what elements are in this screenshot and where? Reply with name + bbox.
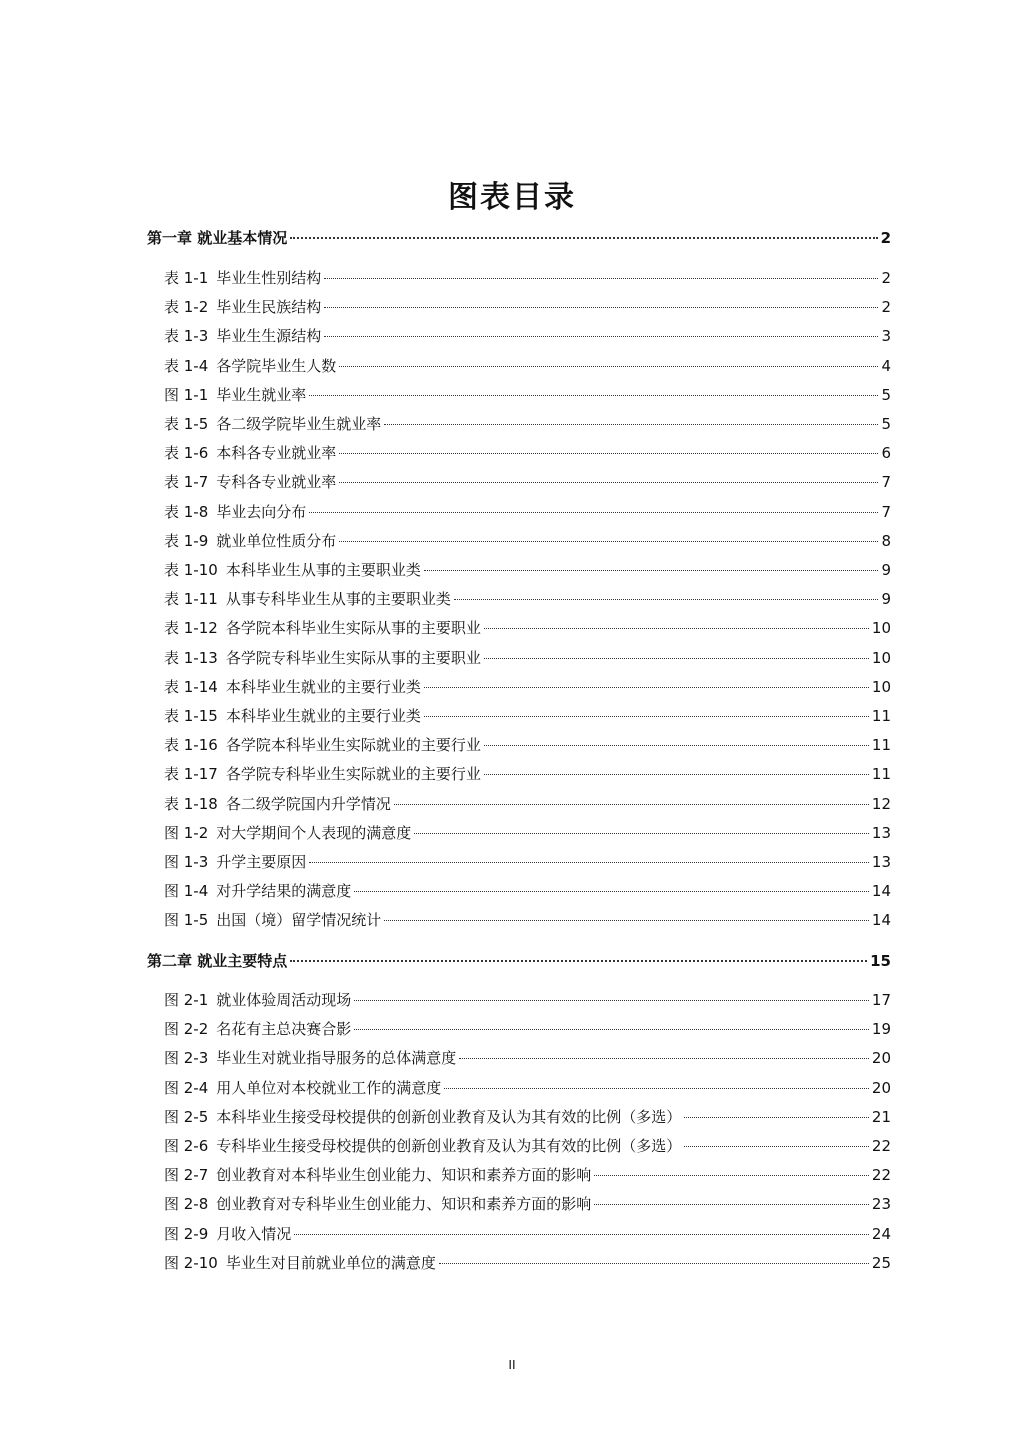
entry-label	[164, 675, 421, 699]
dot-leader	[309, 395, 878, 396]
page-number: 11	[871, 707, 891, 725]
entry-number: 图 2-9	[164, 1224, 209, 1243]
toc-entry[interactable]	[164, 1046, 891, 1070]
toc-entry[interactable]	[164, 762, 891, 786]
dot-leader	[290, 960, 867, 962]
page-number: 14	[871, 882, 891, 901]
entry-number: 图 2-3	[164, 1049, 209, 1068]
page-number: 19	[871, 1020, 891, 1039]
entry-label	[164, 821, 411, 845]
entry-number: 表 1-9	[164, 531, 209, 550]
dot-leader	[594, 1175, 869, 1176]
page-number: 15	[870, 952, 891, 970]
entry-number: 图 2-1	[164, 991, 209, 1009]
entry-number: 表 1-13	[164, 648, 218, 667]
toc-entry[interactable]	[164, 354, 891, 378]
page-footer-number: II	[508, 1357, 516, 1372]
entry-label	[164, 412, 381, 436]
toc-entry[interactable]	[164, 1192, 891, 1216]
toc-entry[interactable]	[164, 1163, 891, 1187]
entry-title: 毕业生对目前就业单位的满意度	[225, 1253, 436, 1272]
dot-leader	[290, 237, 877, 239]
dot-leader	[394, 804, 869, 805]
page-number: 11	[871, 765, 891, 784]
entry-number: 表 1-2	[164, 298, 209, 317]
dot-leader	[339, 453, 878, 454]
toc-entry[interactable]	[164, 441, 891, 465]
page-number: 3	[881, 327, 891, 346]
page-number: 10	[871, 648, 891, 667]
dot-leader	[444, 1088, 869, 1089]
entry-number: 表 1-6	[164, 444, 209, 463]
entry-label	[164, 850, 306, 874]
entry-number: 表 1-3	[164, 327, 209, 346]
page-number: 9	[881, 590, 891, 609]
entry-title: 各学院专科毕业生实际从事的主要职业	[225, 648, 481, 667]
entry-title: 升学主要原因	[216, 853, 307, 871]
entry-label	[164, 558, 421, 582]
toc-entry[interactable]	[164, 558, 891, 582]
entry-label	[164, 733, 481, 757]
entry-title: 对大学期间个人表现的满意度	[216, 823, 412, 842]
dot-leader	[309, 512, 878, 513]
entry-title: 毕业去向分布	[216, 502, 307, 521]
page-number: 25	[871, 1253, 891, 1272]
page-number: 4	[881, 356, 891, 375]
entry-label	[164, 1017, 351, 1041]
toc-entry[interactable]	[164, 646, 891, 670]
page-number: 2	[881, 269, 891, 287]
dot-leader	[484, 628, 869, 629]
toc-entry[interactable]	[164, 988, 891, 1012]
dot-leader	[484, 658, 869, 659]
entry-label	[164, 354, 336, 378]
entry-title: 对升学结果的满意度	[216, 882, 352, 901]
toc-entry[interactable]	[164, 908, 891, 932]
entry-label	[164, 324, 321, 348]
toc-entry[interactable]	[164, 792, 891, 816]
entry-title: 出国（境）留学情况统计	[216, 911, 382, 930]
entry-label	[164, 1134, 681, 1158]
toc-entry[interactable]	[164, 1017, 891, 1041]
entry-title: 本科毕业生就业的主要行业类	[225, 707, 421, 725]
entry-label	[164, 1105, 681, 1129]
page-number: 14	[871, 911, 891, 930]
dot-leader	[414, 833, 869, 834]
entry-number: 图 2-6	[164, 1137, 209, 1155]
page-number: 22	[871, 1137, 891, 1155]
entry-label	[164, 646, 481, 670]
toc-entry[interactable]	[164, 529, 891, 553]
dot-leader	[384, 920, 869, 921]
page-number: 20	[871, 1078, 891, 1097]
page-number: 9	[881, 561, 891, 579]
entry-label	[164, 988, 351, 1012]
toc-entry[interactable]	[164, 470, 891, 494]
toc-entry[interactable]	[164, 1134, 891, 1158]
page-number: 24	[871, 1224, 891, 1243]
entry-label	[164, 587, 451, 611]
entry-number: 表 1-14	[164, 677, 218, 696]
entry-number: 图 1-2	[164, 823, 209, 842]
dot-leader	[424, 570, 878, 571]
entry-title: 本科毕业生就业的主要行业类	[225, 677, 421, 696]
toc-entry[interactable]	[164, 500, 891, 524]
entry-label	[164, 1192, 591, 1216]
toc-entry[interactable]	[164, 879, 891, 903]
entry-title: 各学院本科毕业生实际从事的主要职业	[225, 619, 481, 638]
dot-leader	[454, 599, 878, 600]
dot-leader	[339, 541, 878, 542]
page-number: 2	[880, 229, 891, 247]
toc-entry[interactable]	[164, 704, 891, 728]
page-number: 17	[871, 991, 891, 1009]
page-number: 12	[871, 794, 891, 813]
toc-entry[interactable]	[164, 821, 891, 845]
toc-chapter[interactable]	[147, 226, 891, 250]
entry-number: 图 1-3	[164, 853, 209, 871]
entry-title: 专科毕业生接受母校提供的创新创业教育及认为其有效的比例（多选）	[216, 1137, 682, 1155]
entry-title: 月收入情况	[216, 1224, 292, 1243]
page-number: 22	[871, 1166, 891, 1185]
dot-leader	[384, 424, 878, 425]
entry-number: 表 1-8	[164, 502, 209, 521]
toc-entry[interactable]	[164, 587, 891, 611]
entry-number: 表 1-16	[164, 736, 218, 755]
page-number: 20	[871, 1049, 891, 1068]
dot-leader	[594, 1204, 869, 1205]
entry-title: 各学院本科毕业生实际就业的主要行业	[225, 736, 481, 755]
dot-leader	[484, 745, 869, 746]
entry-label	[164, 879, 351, 903]
entry-number: 表 1-17	[164, 765, 218, 784]
toc-entry[interactable]	[164, 412, 891, 436]
entry-number: 表 1-15	[164, 707, 218, 725]
entry-number: 图 2-7	[164, 1166, 209, 1185]
entry-title: 各学院毕业生人数	[216, 356, 337, 375]
toc-chapter[interactable]	[147, 949, 891, 973]
entry-title: 毕业生对就业指导服务的总体满意度	[216, 1049, 457, 1068]
dot-leader	[459, 1058, 869, 1059]
entry-label	[164, 1163, 591, 1187]
entry-label	[164, 1076, 441, 1100]
entry-label	[164, 1222, 291, 1246]
entry-label	[164, 792, 391, 816]
chapter-title: 第一章 就业基本情况	[147, 229, 288, 247]
page-number: 5	[881, 385, 891, 404]
entry-number: 表 1-18	[164, 794, 218, 813]
dot-leader	[324, 307, 878, 308]
entry-number: 图 2-2	[164, 1020, 209, 1039]
entry-title: 本科毕业生接受母校提供的创新创业教育及认为其有效的比例（多选）	[216, 1107, 682, 1126]
entry-number: 表 1-7	[164, 473, 209, 492]
page-number: 11	[871, 736, 891, 755]
entry-label	[164, 383, 306, 407]
dot-leader	[354, 1029, 869, 1030]
toc-entry[interactable]	[164, 1251, 891, 1275]
page-number: 2	[881, 298, 891, 317]
dot-leader	[339, 366, 878, 367]
entry-number: 图 2-10	[164, 1253, 218, 1272]
entry-number: 图 2-5	[164, 1107, 209, 1126]
page-number: 5	[881, 415, 891, 433]
toc-entry[interactable]	[164, 324, 891, 348]
entry-label	[164, 704, 421, 728]
toc-entry[interactable]	[164, 616, 891, 640]
dot-leader	[484, 774, 869, 775]
entry-title: 各学院专科毕业生实际就业的主要行业	[225, 765, 481, 784]
entry-title: 毕业生民族结构	[216, 298, 322, 317]
entry-label	[164, 266, 321, 290]
page-number: 13	[871, 853, 891, 871]
dot-leader	[354, 891, 869, 892]
entry-title: 就业体验周活动现场	[216, 991, 352, 1009]
dot-leader	[424, 687, 869, 688]
dot-leader	[309, 862, 869, 863]
entry-title: 从事专科毕业生从事的主要职业类	[225, 590, 451, 609]
dot-leader	[324, 278, 878, 279]
entry-label	[164, 762, 481, 786]
page-number: 8	[881, 531, 891, 550]
entry-title: 本科各专业就业率	[216, 444, 337, 463]
entry-label	[164, 1251, 436, 1275]
entry-number: 表 1-11	[164, 590, 218, 609]
page-number: 7	[881, 502, 891, 521]
entry-title: 各二级学院国内升学情况	[225, 794, 391, 813]
entry-title: 本科毕业生从事的主要职业类	[225, 561, 421, 579]
entry-number: 表 1-5	[164, 415, 209, 433]
entry-label	[164, 500, 306, 524]
page-title: 图表目录	[448, 180, 576, 215]
entry-title: 创业教育对本科毕业生创业能力、知识和素养方面的影响	[216, 1166, 592, 1185]
entry-title: 名花有主总决赛合影	[216, 1020, 352, 1039]
entry-title: 就业单位性质分布	[216, 531, 337, 550]
entry-number: 图 1-4	[164, 882, 209, 901]
dot-leader	[424, 716, 869, 717]
toc-entry[interactable]	[164, 733, 891, 757]
entry-number: 表 1-4	[164, 356, 209, 375]
entry-label	[164, 529, 336, 553]
entry-label	[164, 908, 381, 932]
dot-leader	[439, 1263, 869, 1264]
entry-title: 各二级学院毕业生就业率	[216, 415, 382, 433]
entry-number: 表 1-12	[164, 619, 218, 638]
chapter-title: 第二章 就业主要特点	[147, 952, 288, 970]
toc-entry[interactable]	[164, 1222, 891, 1246]
page-number: 23	[871, 1195, 891, 1214]
toc-entry[interactable]	[164, 1076, 891, 1100]
entry-title: 创业教育对专科毕业生创业能力、知识和素养方面的影响	[216, 1195, 592, 1214]
entry-number: 图 1-1	[164, 385, 209, 404]
toc-entry[interactable]	[164, 295, 891, 319]
entry-title: 用人单位对本校就业工作的满意度	[216, 1078, 442, 1097]
page-number: 7	[881, 473, 891, 492]
dot-leader	[339, 482, 878, 483]
entry-label	[164, 441, 336, 465]
entry-label	[164, 1046, 456, 1070]
entry-title: 专科各专业就业率	[216, 473, 337, 492]
page-number: 10	[871, 619, 891, 638]
entry-number: 图 2-4	[164, 1078, 209, 1097]
toc-entry[interactable]	[164, 383, 891, 407]
dot-leader	[354, 1000, 869, 1001]
entry-number: 表 1-10	[164, 561, 218, 579]
entry-title: 毕业生生源结构	[216, 327, 322, 346]
entry-number: 表 1-1	[164, 269, 209, 287]
entry-title: 毕业生就业率	[216, 385, 307, 404]
entry-label	[164, 295, 321, 319]
toc-entry[interactable]	[164, 1105, 891, 1129]
page-number: 6	[881, 444, 891, 463]
toc-entry[interactable]	[164, 850, 891, 874]
dot-leader	[294, 1234, 869, 1235]
page-number: 21	[871, 1107, 891, 1126]
dot-leader	[684, 1146, 869, 1147]
dot-leader	[324, 336, 878, 337]
page-number: 13	[871, 823, 891, 842]
entry-title: 毕业生性别结构	[216, 269, 322, 287]
toc-entry[interactable]	[164, 266, 891, 290]
entry-number: 图 1-5	[164, 911, 209, 930]
entry-number: 图 2-8	[164, 1195, 209, 1214]
page-number: 10	[871, 677, 891, 696]
entry-label	[164, 616, 481, 640]
dot-leader	[684, 1117, 869, 1118]
toc-entry[interactable]	[164, 675, 891, 699]
entry-label	[164, 470, 336, 494]
